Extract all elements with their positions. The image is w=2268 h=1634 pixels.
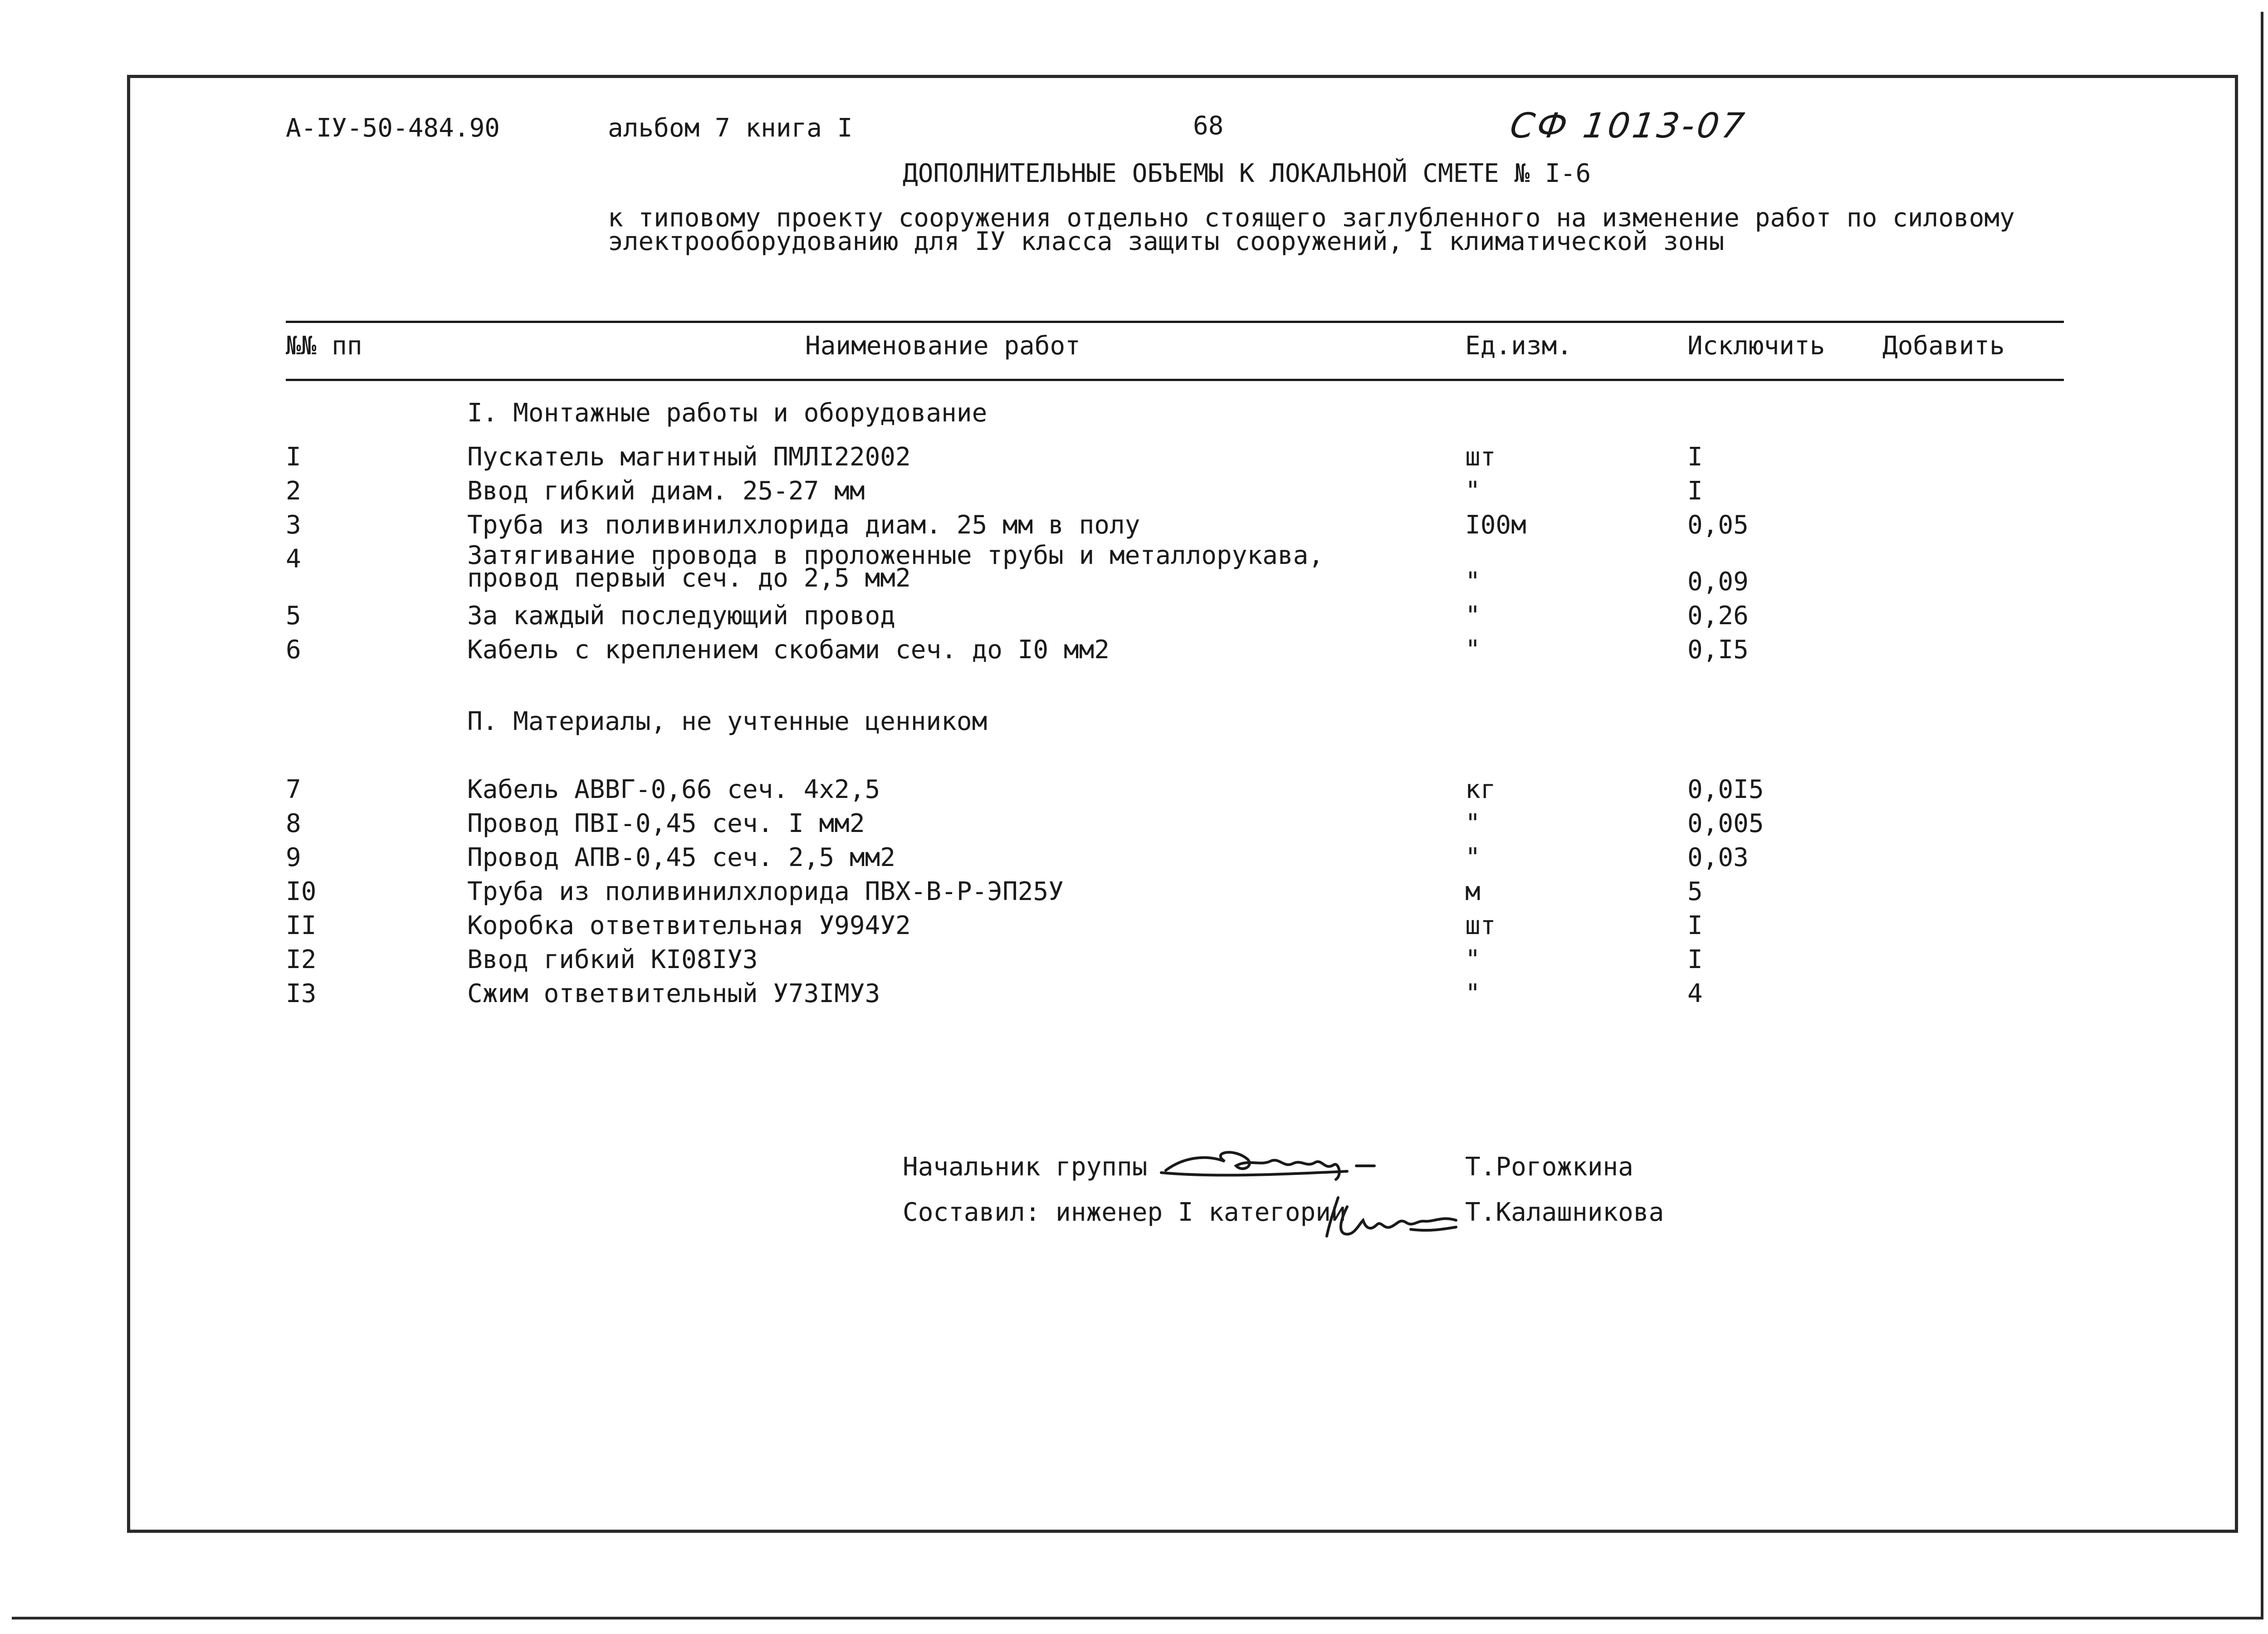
row-name: Коробка ответвительная У994У2 <box>467 911 911 940</box>
col-header-unit: Ед.изм. <box>1465 331 1573 361</box>
table-header <box>286 331 2064 365</box>
row-num: 6 <box>286 635 301 665</box>
document-title: ДОПОЛНИТЕЛЬНЫЕ ОБЪЕМЫ К ЛОКАЛЬНОЙ СМЕТЕ № I-6 <box>903 159 1591 188</box>
table-row <box>286 476 2064 510</box>
row-name: Пускатель магнитный ПМЛI22002 <box>467 442 911 472</box>
row-exclude: I <box>1687 945 1703 974</box>
row-exclude: 0,I5 <box>1687 635 1749 665</box>
row-unit: " <box>1465 601 1481 631</box>
col-header-name: Наименование работ <box>805 331 1080 361</box>
signature-role-1: Начальник группы <box>903 1152 1148 1182</box>
section-heading-2: П. Материалы, не учтенные ценником <box>467 707 987 736</box>
row-num: I0 <box>286 877 317 906</box>
table-row <box>286 510 2064 544</box>
row-name: За каждый последующий провод <box>467 601 896 631</box>
handwritten-signature-1 <box>1157 1134 1447 1189</box>
row-name: Кабель с креплением скобами сеч. до I0 мм2 <box>467 635 1110 665</box>
row-exclude: I <box>1687 476 1703 506</box>
row-num: 8 <box>286 809 301 838</box>
subtitle-line-1: к типовому проекту сооружения отдельно стоящего заглубленного на изменение работ по силовому <box>608 203 2015 233</box>
row-num: 9 <box>286 843 301 872</box>
stamp-code: СФ 1013-07 <box>1507 105 1750 146</box>
col-header-exclude: Исключить <box>1687 331 1825 361</box>
row-num: I3 <box>286 979 317 1008</box>
signature-role-2: Составил: инженер I категории <box>903 1198 1346 1227</box>
row-num: I2 <box>286 945 317 974</box>
table-row <box>286 442 2064 476</box>
row-unit: " <box>1465 635 1481 665</box>
table-row <box>286 945 2064 978</box>
row-unit: " <box>1465 843 1481 872</box>
row-unit: " <box>1465 567 1481 597</box>
row-unit: " <box>1465 979 1481 1008</box>
row-exclude: 4 <box>1687 979 1703 1008</box>
handwritten-signature-2 <box>1320 1189 1465 1248</box>
row-exclude: 0,0I5 <box>1687 775 1764 804</box>
section-heading-1: I. Монтажные работы и оборудование <box>467 398 987 428</box>
table-row <box>286 601 2064 635</box>
row-num: II <box>286 911 317 940</box>
row-unit: кг <box>1465 775 1496 804</box>
table-row <box>286 979 2064 1013</box>
row-unit: " <box>1465 476 1481 506</box>
row-unit: " <box>1465 945 1481 974</box>
table-row <box>286 843 2064 876</box>
row-name: Провод ПВI-0,45 сеч. I мм2 <box>467 809 865 838</box>
row-exclude: 0,09 <box>1687 567 1749 597</box>
page-number: 68 <box>1193 111 1224 141</box>
col-header-add: Добавить <box>1882 331 2005 361</box>
table-row <box>286 541 2064 603</box>
row-exclude: I <box>1687 442 1703 472</box>
row-num: I <box>286 442 301 472</box>
row-name: Ввод гибкий диам. 25-27 мм <box>467 476 865 506</box>
row-unit: шт <box>1465 442 1496 472</box>
album-info: альбом 7 книга I <box>608 113 853 143</box>
table-row <box>286 635 2064 669</box>
col-header-num: №№ пп <box>286 331 362 361</box>
signature-name-2: Т.Калашникова <box>1465 1198 1664 1227</box>
signature-name-1: Т.Рогожкина <box>1465 1152 1633 1182</box>
row-unit: " <box>1465 809 1481 838</box>
row-name: Труба из поливинилхлорида диам. 25 мм в полу <box>467 510 1140 540</box>
row-name: Провод АПВ-0,45 сеч. 2,5 мм2 <box>467 843 896 872</box>
row-unit: I00м <box>1465 510 1526 540</box>
row-exclude: 5 <box>1687 877 1703 906</box>
table-row <box>286 911 2064 944</box>
row-unit: шт <box>1465 911 1496 940</box>
row-unit: м <box>1465 877 1481 906</box>
row-exclude: 0,03 <box>1687 843 1749 872</box>
row-exclude: 0,26 <box>1687 601 1749 631</box>
row-exclude: 0,005 <box>1687 809 1764 838</box>
table-row <box>286 877 2064 910</box>
row-num: 2 <box>286 476 301 506</box>
row-num: 7 <box>286 775 301 804</box>
table-top-rule <box>286 321 2064 323</box>
row-num: 5 <box>286 601 301 631</box>
row-name: Труба из поливинилхлорида ПВХ-В-Р-ЭП25У <box>467 877 1064 906</box>
row-exclude: 0,05 <box>1687 510 1749 540</box>
row-name: Сжим ответвительный У73IМУ3 <box>467 979 880 1008</box>
table-header-rule <box>286 379 2064 381</box>
table-row <box>286 775 2064 808</box>
row-name: Кабель АВВГ-0,66 сеч. 4х2,5 <box>467 775 880 804</box>
row-exclude: I <box>1687 911 1703 940</box>
table-row <box>286 809 2064 842</box>
doc-number: А-IУ-50-484.90 <box>286 113 500 143</box>
row-num: 3 <box>286 510 301 540</box>
subtitle-line-2: электрооборудованию для IУ класса защиты сооружений, I климатической зоны <box>608 227 1725 256</box>
row-name: Ввод гибкий КI08IУ3 <box>467 945 758 974</box>
row-name: Затягивание провода в проложенные трубы и металлорукава, <box>467 541 1324 570</box>
row-name-continued: провод первый сеч. до 2,5 мм2 <box>467 563 911 593</box>
row-num: 4 <box>286 544 301 574</box>
